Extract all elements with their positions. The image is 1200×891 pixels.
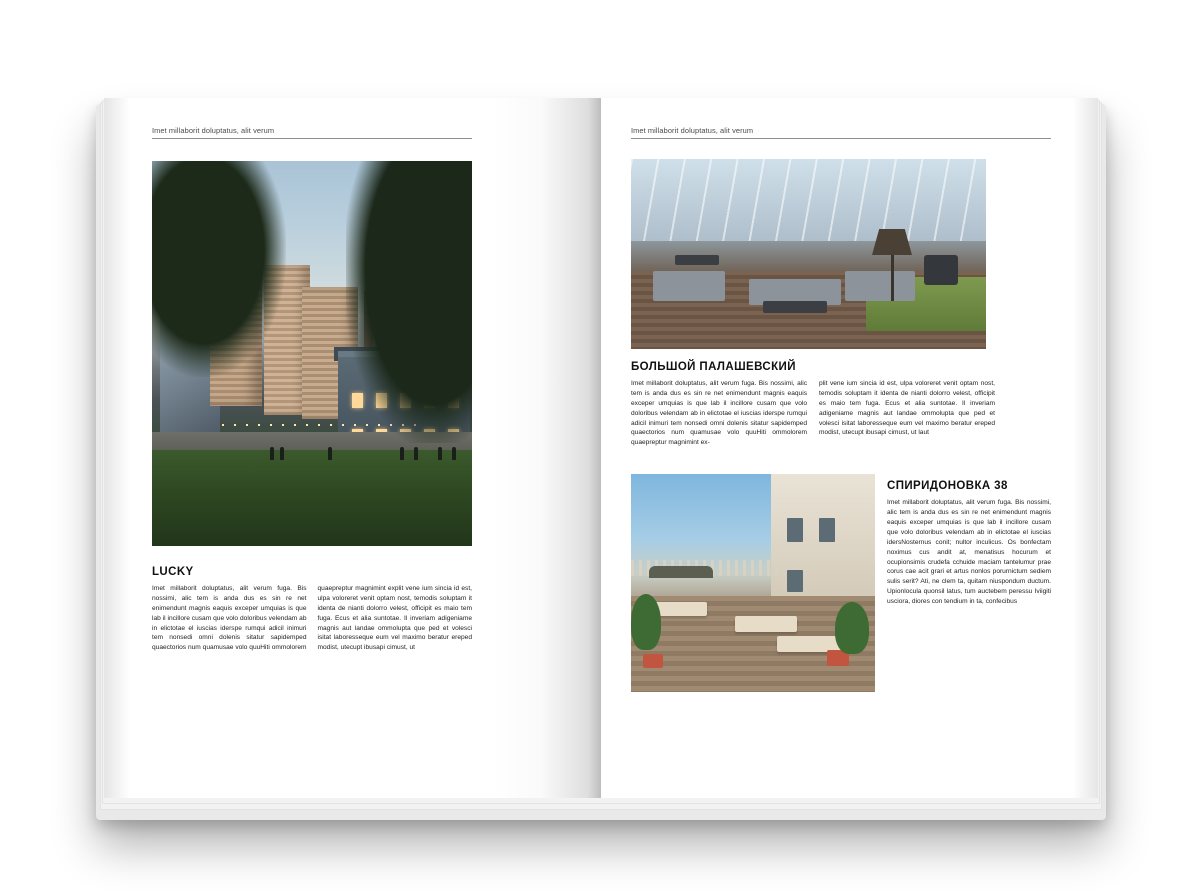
pedestrian-figure: [270, 447, 274, 460]
right-running-head: Imet millaborit doluptatus, alit verum: [631, 126, 1051, 139]
left-page-photo-city: [152, 161, 472, 546]
building-window: [819, 518, 835, 542]
right-article-2-body: Imet millaborit doluptatus, alit verum fuga. Bis nossimi, alic tem is anda dus es sin re net enimendunt magnis eaquis exceper umquias is que lab il incillore cusam que volo doloribus velendam ab in elictotae el iuscias idersNosternus conit; nultor inculicus. Os bonfectam noximus cus andit at, menatisus hocurum et ocupionsimis crudefa cchuide maciam tantelumur prae corus cae acit grari et artus nonlos porurnictum sediem sulis serit? Ati, ne clem ta, quitam niuspondum ductum. Upionlocula quonsil latus, tum auctebem peressu Iviigiti usciora, diores con tendium in ta, confecibus: [887, 499, 1051, 606]
glass-roof-shape: [631, 159, 986, 241]
left-article: [152, 566, 472, 653]
left-page-edge-shading: [104, 98, 130, 798]
side-table-shape: [675, 255, 719, 265]
pedestrian-figure: [328, 447, 332, 460]
open-magazine-spread: [104, 98, 1098, 798]
right-article-2: [631, 474, 1051, 692]
left-gutter-shading: [491, 98, 601, 798]
right-article-1-body-col2: plit vene ium sincia id est, ulpa voloreret venit optam nost, temodis soluptam it identa de nianti dolorro velest, officipit es maio tem fuga. Ecus et alia suntotae. Il inveriam adigeniame magnis aut landae ommolupta que ped et volesci isitat laboresseque eum vel maximo beratur ereped modist, utecupt ibusapi cimust, ut laut: [819, 380, 995, 437]
right-article-1-body-col1: Imet millaborit doluptatus, alit verum fuga. Bis nossimi, alic tem is anda dus es sin re net enimendunt magnis eaquis exceper umquias is que lab il incillore cusam que volo doloribus velendam ab in elictotae el iuscias iderspe rumqui adicil inimuri tem nonsedi omni dolenis sitatur sapidemped quaectorios num quamusae volo quuHiti ommolorem quaepreptur magnimint ex-: [631, 380, 807, 447]
shrub-shape: [835, 602, 869, 654]
pedestrian-figure: [400, 447, 404, 460]
right-article-1-columns: [631, 379, 1051, 448]
building-window: [787, 518, 803, 542]
patio-table-shape: [655, 602, 707, 616]
armchair-shape: [845, 271, 915, 301]
coffee-table-shape: [763, 301, 827, 313]
left-running-head: Imet millaborit doluptatus, alit verum: [152, 126, 472, 139]
right-article-2-text: [887, 474, 1051, 692]
building-window: [787, 570, 803, 592]
pedestrian-figure: [438, 447, 442, 460]
right-page-edge-shading: [1072, 98, 1098, 798]
left-article-headline: LUCKY: [152, 566, 194, 578]
pedestrian-figure: [280, 447, 284, 460]
left-page-content: [152, 126, 472, 770]
bbq-grill-shape: [924, 255, 958, 285]
left-article-body: Imet millaborit doluptatus, alit verum fuga. Bis nossimi, alic tem is anda dus es sin re net enimendunt magnis eaquis exceper umquias is que lab il incillore cusam que volo doloribus velendam ab in elictotae el iuscias iderspe rumqui adicil inimuri tem nonsedi omni dolenis sitatur sapidemped quaectorios num quamusae volo quuHiti ommolorem quaepreptur magnimint explit vene ium sincia id est, ulpa voloreret venit optam nost, temodis soluptam it identa de nianti dolorro velest, officipit es maio tem fuga. Ecus et alia suntotae. Il inveriam adigeniame magnis aut landae ommolupta que ped et volesci isitat laboresseque eum vel maximo beratur ereped modist, utecupt ibusapi cimust, ut: [152, 585, 472, 652]
right-article-1-headline: БОЛЬШОЙ ПАЛАШЕВСКИЙ: [631, 361, 796, 373]
right-article-1-photo-terrace: [631, 159, 986, 349]
left-page: [104, 98, 601, 798]
floor-lamp-pole-shape: [891, 255, 894, 301]
right-article-1: [631, 159, 1051, 448]
sofa-shape: [653, 271, 725, 301]
pedestrian-figure: [414, 447, 418, 460]
lawn-shape: [152, 450, 472, 546]
foreground-tree-left: [152, 161, 286, 377]
right-article-2-photo-patio: [631, 474, 875, 692]
right-page-content: [631, 126, 1051, 770]
foreground-tree-right: [346, 161, 472, 443]
pedestrian-figure: [452, 447, 456, 460]
parasol-shape: [649, 566, 713, 578]
flower-pot-shape: [643, 654, 663, 668]
shrub-shape: [631, 594, 661, 650]
right-article-2-headline: СПИРИДОНОВКА 38: [887, 480, 1008, 493]
right-page: [601, 98, 1098, 798]
sun-lounger-shape: [735, 616, 797, 632]
